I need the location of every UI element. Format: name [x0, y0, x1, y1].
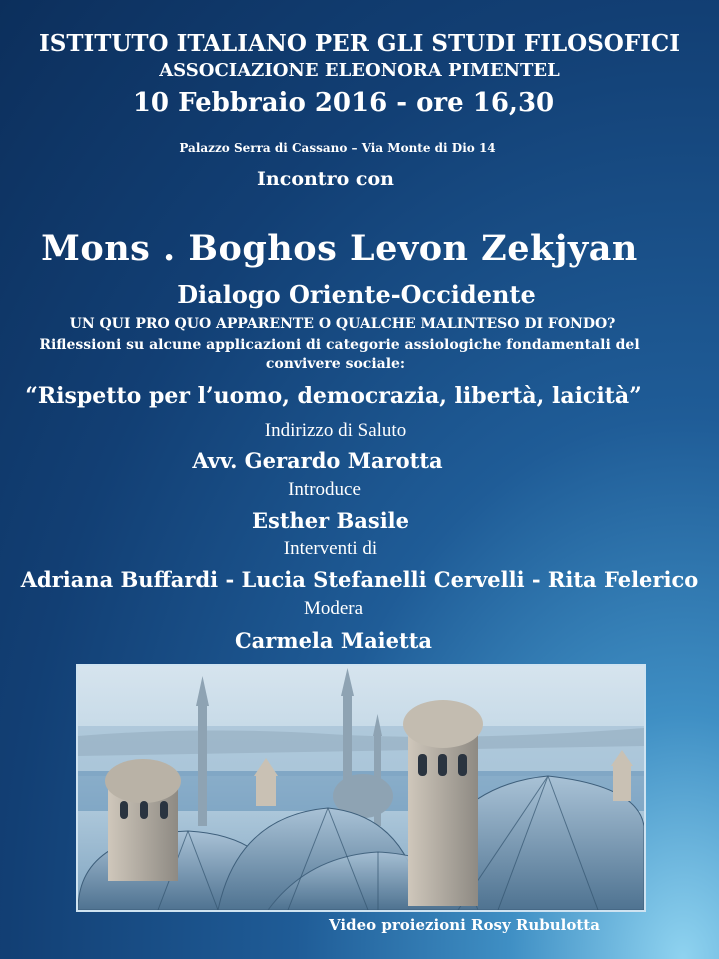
speaker-name: Mons . Boghos Levon Zekjyan — [41, 228, 638, 269]
venue-address: Palazzo Serra di Cassano – Via Monte di Dio 14 — [179, 141, 496, 155]
talk-description-line2: convivere sociale: — [265, 356, 406, 372]
meeting-intro: Incontro con — [257, 168, 394, 190]
talk-subtitle: UN QUI PRO QUO APPARENTE O QUALCHE MALINTESO DI FONDO? — [69, 316, 616, 332]
interventions-label: Interventi di — [283, 538, 378, 559]
istanbul-domes-photo — [76, 664, 646, 912]
interventions-names: Adriana Buffardi - Lucia Stefanelli Cervelli - Rita Felerico — [20, 567, 699, 592]
intro-label: Introduce — [288, 479, 361, 500]
institute-title: ISTITUTO ITALIANO PER GLI STUDI FILOSOFICI — [39, 30, 680, 57]
talk-description-line1: Riflessioni su alcune applicazioni di categorie assiologiche fondamentali del — [39, 337, 640, 353]
moderator-label: Modera — [303, 598, 364, 619]
association-name: ASSOCIAZIONE ELEONORA PIMENTEL — [159, 60, 560, 81]
talk-quote: “Rispetto per l’uomo, democrazia, libertà, laicità” — [25, 383, 642, 409]
talk-title: Dialogo Oriente-Occidente — [177, 280, 536, 309]
moderator-name: Carmela Maietta — [234, 628, 433, 653]
greeting-label: Indirizzo di Saluto — [264, 420, 407, 441]
video-credit: Video proiezioni Rosy Rubulotta — [329, 916, 600, 934]
intro-name: Esther Basile — [251, 508, 410, 533]
greeting-name: Avv. Gerardo Marotta — [192, 448, 443, 473]
event-date-time: 10 Febbraio 2016 - ore 16,30 — [132, 88, 555, 118]
